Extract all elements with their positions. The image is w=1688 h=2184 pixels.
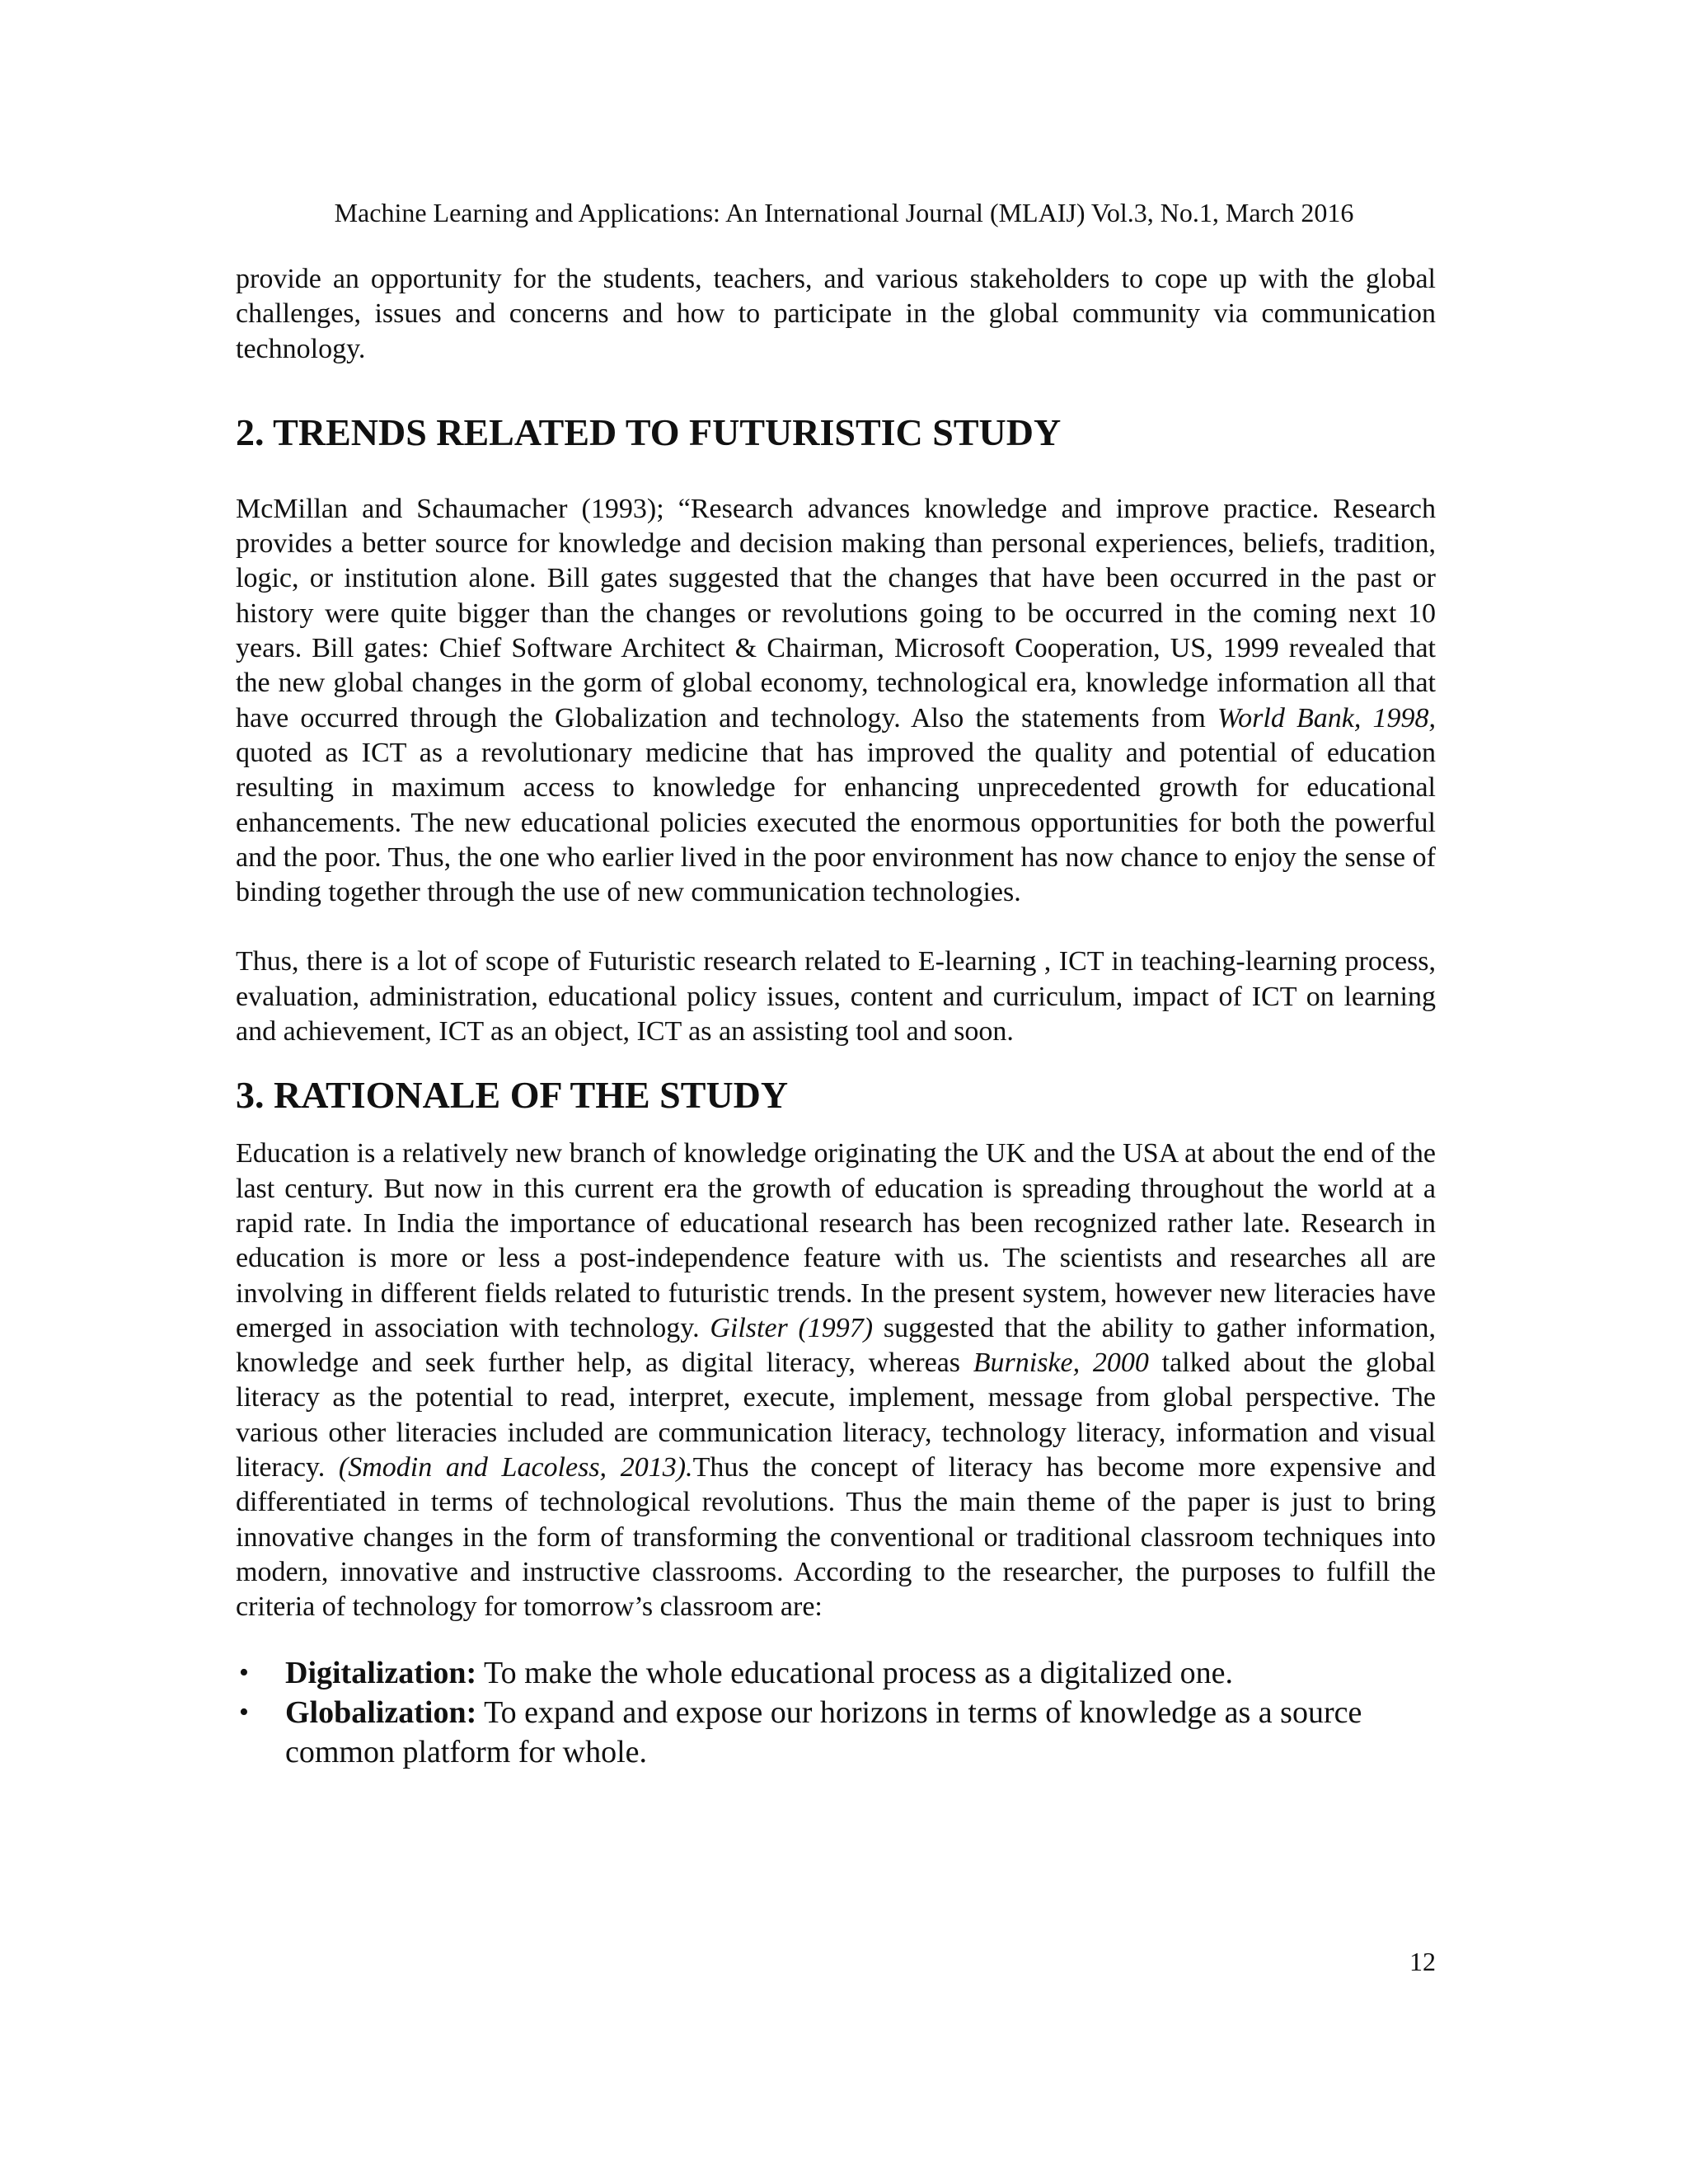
- section-3-text-c: talked about the global literacy as the potential to read, interpret, execute, implement, message from global perspective. The various other literacies included are communication literacy, technology literacy, information and visual literacy.: [236, 1347, 1437, 1483]
- citation-world-bank: World Bank, 1998,: [1217, 702, 1436, 733]
- bullet-text: To expand and expose our horizons in terms of knowledge as a source common platform for whole.: [285, 1694, 1362, 1769]
- section-2-paragraph-1-text-b: quoted as ICT as a revolutionary medicine that has improved the quality and potential of education resulting in maximum access to knowledge for enhancing unprecedented growth for educational enhancements. The new educational policies executed the enormous opportunities for both the powerful and the poor. Thus, the one who earlier lived in the poor environment has now chance to enjoy the sense of binding together through the use of new communication technologies.: [236, 737, 1436, 908]
- intro-paragraph: provide an opportunity for the students, teachers, and various stakeholders to cope up with the global challenges, issues and concerns and how to participate in the global community via communication technology.: [236, 264, 1436, 364]
- section-2-paragraph-2: Thus, there is a lot of scope of Futuristic research related to E-learning , ICT in teaching-learning process, evaluation, administration, educational policy issues, content and curriculum, impact of ICT on learning and achievement, ICT as an object, ICT as an assisting tool and soon.: [236, 946, 1436, 1047]
- bullet-list: [236, 1653, 1436, 1772]
- running-header: Machine Learning and Applications: An International Journal (MLAIJ) Vol.3, No.1, March 2016: [334, 198, 1354, 227]
- bullet-term: Digitalization:: [285, 1655, 477, 1690]
- section-3-paragraph: [236, 1137, 1436, 1624]
- section-2-paragraph-1-text-a: McMillan and Schaumacher (1993); “Research advances knowledge and improve practice. Research provides a better source for knowledge and decision making than personal experiences, beliefs, tradition, logic, or institution alone. Bill gates suggested that the changes that have been occurred in the past or history were quite bigger than the changes or revolutions going to be occurred in the coming next 10 years. Bill gates: Chief Software Architect & Chairman, Microsoft Cooperation, US, 1999 revealed that the new global changes in the gorm of global economy, technological era, knowledge information all that have occurred through the Globalization and technology. Also the statements from: [236, 493, 1436, 733]
- citation-burniske: Burniske, 2000: [973, 1347, 1149, 1379]
- citation-gilster: Gilster (1997): [710, 1312, 874, 1343]
- page-content: [236, 262, 1436, 1772]
- list-item-digitalization: [236, 1653, 1436, 1693]
- list-item-globalization: [236, 1693, 1436, 1772]
- bullet-marker: •: [239, 1657, 249, 1688]
- section-2-paragraph-1: [236, 492, 1436, 911]
- section-2-heading: 2. TRENDS RELATED TO FUTURISTIC STUDY: [236, 410, 1062, 453]
- bullet-term: Globalization:: [285, 1694, 477, 1730]
- section-3-heading: 3. RATIONALE OF THE STUDY: [236, 1074, 789, 1117]
- section-3-text-a: Education is a relatively new branch of knowledge originating the UK and the USA at about the end of the last century. But now in this current era the growth of education is spreading throughout the world at a rapid rate. In India the importance of educational research has been recognized rather late. Research in education is more or less a post-independence feature with us. The scientists and researches all are involving in different fields related to futuristic trends. In the present system, however new literacies have emerged in association with technology.: [236, 1138, 1436, 1343]
- section-3-text-b: suggested that the ability to gather information, knowledge and seek further help, as digital literacy, whereas: [236, 1312, 1437, 1379]
- bullet-text: To make the whole educational process as a digitalized one.: [484, 1655, 1234, 1690]
- citation-smodin: (Smodin and Lacoless, 2013).: [338, 1452, 693, 1483]
- bullet-marker: •: [239, 1696, 249, 1727]
- page-number: 12: [1409, 1947, 1436, 1976]
- section-3-text-d: Thus the concept of literacy has become more expensive and differentiated in terms of technological revolutions. Thus the main theme of the paper is just to bring innovative changes in the form of transforming the conventional or traditional classroom techniques into modern, innovative and instructive classrooms. According to the researcher, the purposes to fulfill the criteria of technology for tomorrow’s classroom are:: [236, 1452, 1437, 1623]
